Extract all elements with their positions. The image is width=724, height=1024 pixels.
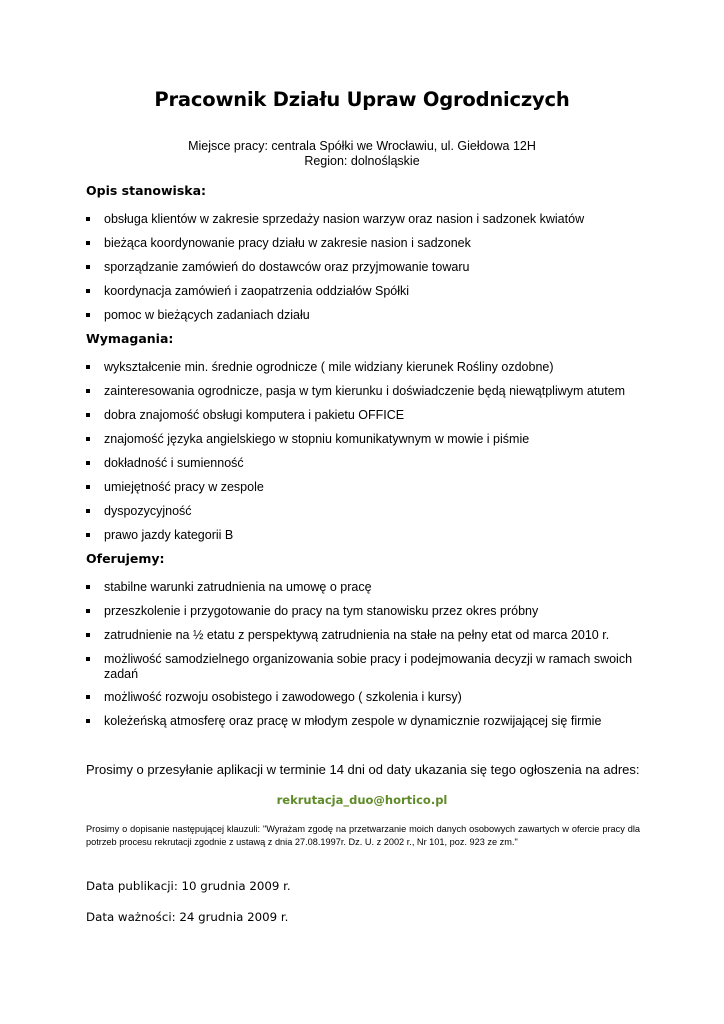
list-item: dokładność i sumienność [0,456,724,480]
bullet-icon [86,413,90,417]
bullet-icon [86,533,90,537]
offer-heading: Oferujemy: [86,551,165,566]
consent-clause: Prosimy o dopisanie następującej klauzuli: "Wyrażam zgodę na przetwarzanie moich danych osobowych zawartych w ofercie pracy dla potrzeb procesu rekrutacji zgodnie z ustawą z dnia 27.08.1997r. Dz. U. z 2002 r., Nr 101, poz. 923 ze zm." [86,824,640,847]
description-list [0,212,724,332]
bullet-icon [86,289,90,293]
list-item: znajomość języka angielskiego w stopniu komunikatywnym w mowie i piśmie [0,432,724,456]
bullet-icon [86,719,90,723]
description-heading: Opis stanowiska: [86,183,207,198]
bullet-icon [86,509,90,513]
list-item: możliwość samodzielnego organizowania sobie pracy i podejmowania decyzji w ramach swoich zadań [0,652,724,690]
offer-list [0,580,724,738]
list-item: zainteresowania ogrodnicze, pasja w tym kierunku i doświadczenie będą niewątpliwym atutem [0,384,724,408]
bullet-icon [86,585,90,589]
bullet-icon [86,241,90,245]
work-region: Region: dolnośląskie [304,154,420,168]
publication-date: Data publikacji: 10 grudnia 2009 r. [86,879,291,893]
bullet-icon [86,461,90,465]
application-instructions: Prosimy o przesyłanie aplikacji w terminie 14 dni od daty ukazania się tego ogłoszenia na adres: [86,762,640,777]
requirements-list [0,360,724,552]
list-item: sporządzanie zamówień do dostawców oraz przyjmowanie towaru [0,260,724,284]
bullet-icon [86,313,90,317]
list-item: prawo jazdy kategorii B [0,528,724,552]
list-item: koordynacja zamówień i zaopatrzenia oddziałów Spółki [0,284,724,308]
page-title: Pracownik Działu Upraw Ogrodniczych [154,88,570,111]
bullet-icon [86,265,90,269]
list-item: dyspozycyjność [0,504,724,528]
list-item: obsługa klientów w zakresie sprzedaży nasion warzyw oraz nasion i sadzonek kwiatów [0,212,724,236]
bullet-icon [86,365,90,369]
bullet-icon [86,485,90,489]
list-item: stabilne warunki zatrudnienia na umowę o pracę [0,580,724,604]
bullet-icon [86,389,90,393]
bullet-icon [86,437,90,441]
list-item: dobra znajomość obsługi komputera i pakietu OFFICE [0,408,724,432]
list-item: koleżeńską atmosferę oraz pracę w młodym zespole w dynamicznie rozwijającej się firmie [0,714,724,738]
list-item: pomoc w bieżących zadaniach działu [0,308,724,332]
contact-email-link[interactable]: rekrutacja_duo@hortico.pl [276,793,448,807]
bullet-icon [86,609,90,613]
work-location: Miejsce pracy: centrala Spółki we Wrocławiu, ul. Giełdowa 12H [188,139,536,153]
bullet-icon [86,657,90,661]
list-item: umiejętność pracy w zespole [0,480,724,504]
bullet-icon [86,695,90,699]
list-item: bieżąca koordynowanie pracy działu w zakresie nasion i sadzonek [0,236,724,260]
list-item: zatrudnienie na ½ etatu z perspektywą zatrudnienia na stałe na pełny etat od marca 2010 r. [0,628,724,652]
expiry-date: Data ważności: 24 grudnia 2009 r. [86,910,289,924]
requirements-heading: Wymagania: [86,331,174,346]
bullet-icon [86,633,90,637]
list-item: przeszkolenie i przygotowanie do pracy na tym stanowisku przez okres próbny [0,604,724,628]
bullet-icon [86,217,90,221]
list-item: możliwość rozwoju osobistego i zawodowego ( szkolenia i kursy) [0,690,724,714]
list-item: wykształcenie min. średnie ogrodnicze ( mile widziany kierunek Rośliny ozdobne) [0,360,724,384]
